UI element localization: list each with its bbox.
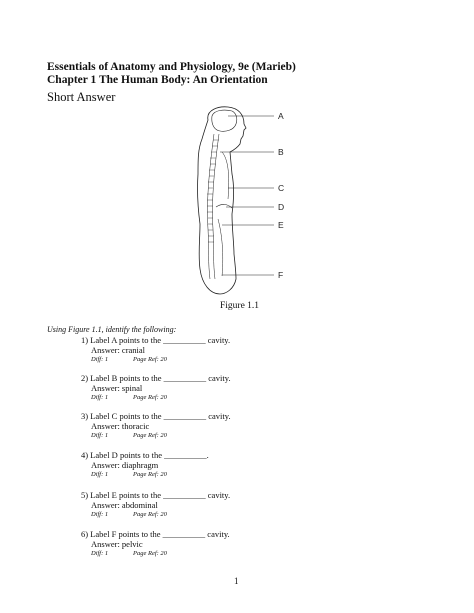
answer-text: Answer: pelvic bbox=[91, 539, 143, 549]
answer-text: Answer: diaphragm bbox=[91, 460, 159, 470]
label-e: E bbox=[278, 220, 284, 230]
answer-text: Answer: cranial bbox=[91, 345, 146, 355]
question-meta bbox=[81, 470, 209, 479]
label-c: C bbox=[278, 183, 285, 193]
page-ref: Page Ref: 20 bbox=[133, 471, 167, 478]
question-4 bbox=[81, 450, 209, 479]
cranial-cavity bbox=[212, 110, 237, 131]
figure-caption: Figure 1.1 bbox=[220, 301, 260, 311]
question-text: 5) Label E points to the __________ cavity. bbox=[81, 490, 231, 500]
question-2 bbox=[81, 373, 231, 402]
abdominopelvic-cavity bbox=[218, 219, 223, 276]
body-cavities-figure bbox=[170, 104, 300, 314]
page-number: 1 bbox=[234, 576, 239, 586]
label-b: B bbox=[278, 147, 284, 157]
question-meta bbox=[81, 549, 230, 558]
question-meta bbox=[81, 431, 231, 440]
page-ref: Page Ref: 20 bbox=[133, 550, 167, 557]
instruction-text: Using Figure 1.1, identify the following: bbox=[47, 325, 177, 334]
question-text: 3) Label C points to the __________ cavity. bbox=[81, 411, 231, 421]
question-text: 1) Label A points to the __________ cavity. bbox=[81, 335, 231, 345]
body-outline bbox=[198, 107, 246, 294]
question-5 bbox=[81, 490, 230, 519]
question-text: 6) Label F points to the __________ cavity. bbox=[81, 529, 230, 539]
label-d: D bbox=[278, 202, 285, 212]
page-ref: Page Ref: 20 bbox=[133, 511, 167, 518]
question-meta bbox=[81, 510, 230, 519]
difficulty: Diff: 1 bbox=[91, 432, 109, 439]
question-meta bbox=[81, 393, 231, 402]
answer-text: Answer: thoracic bbox=[91, 421, 150, 431]
difficulty: Diff: 1 bbox=[91, 394, 109, 401]
question-3 bbox=[81, 411, 231, 440]
answer-text: Answer: spinal bbox=[91, 383, 143, 393]
section-title: Short Answer bbox=[47, 90, 116, 104]
difficulty: Diff: 1 bbox=[91, 511, 109, 518]
label-a: A bbox=[278, 111, 284, 121]
question-meta bbox=[81, 355, 230, 364]
question-text: 2) Label B points to the __________ cavity. bbox=[81, 373, 231, 383]
difficulty: Diff: 1 bbox=[91, 356, 109, 363]
label-f: F bbox=[278, 270, 284, 280]
question-text: 4) Label D points to the __________. bbox=[81, 450, 209, 460]
page-ref: Page Ref: 20 bbox=[133, 356, 167, 363]
difficulty: Diff: 1 bbox=[91, 550, 109, 557]
answer-text: Answer: abdominal bbox=[91, 500, 158, 510]
difficulty: Diff: 1 bbox=[91, 471, 109, 478]
chapter-title: Chapter 1 The Human Body: An Orientation bbox=[47, 74, 268, 86]
question-1 bbox=[81, 335, 230, 364]
page-ref: Page Ref: 20 bbox=[133, 394, 167, 401]
thoracic-cavity bbox=[222, 152, 229, 199]
diaphragm bbox=[216, 204, 232, 208]
page-ref: Page Ref: 20 bbox=[133, 432, 167, 439]
book-title: Essentials of Anatomy and Physiology, 9e (Marieb) bbox=[47, 61, 296, 73]
question-6 bbox=[81, 529, 230, 558]
